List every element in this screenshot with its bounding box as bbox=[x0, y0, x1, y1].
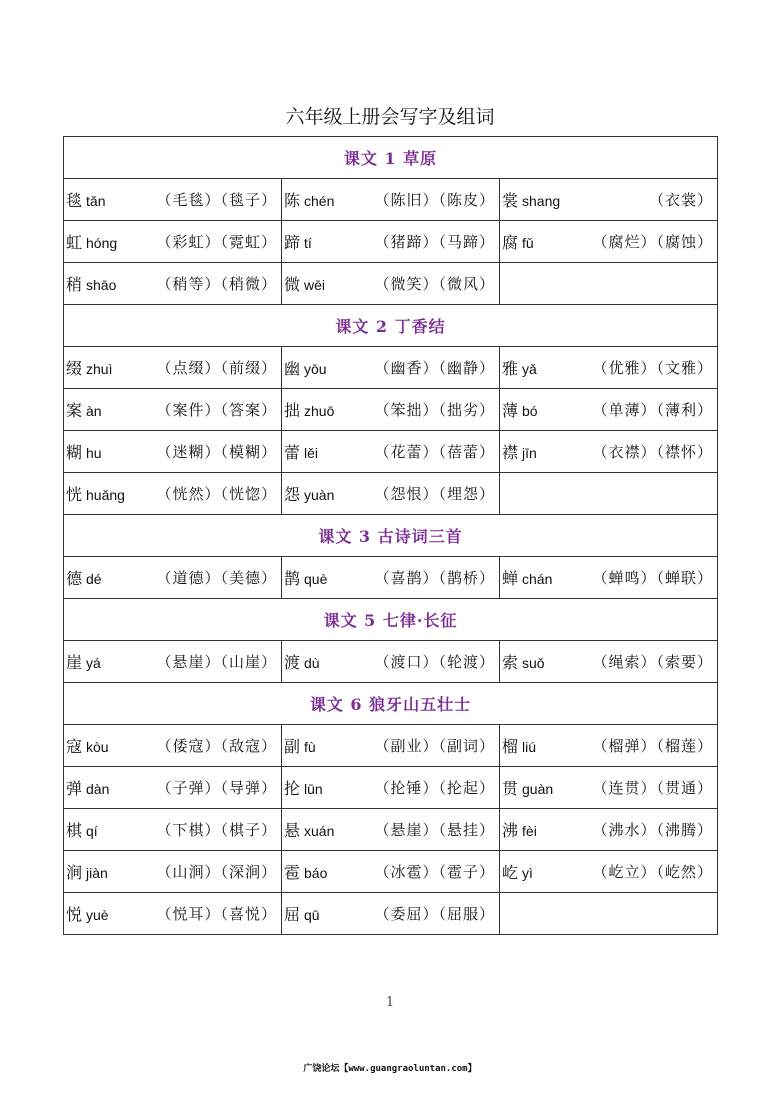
word-cell-content bbox=[282, 557, 499, 598]
word-cell bbox=[282, 767, 500, 809]
word-examples: （猪蹄）（马蹄） bbox=[374, 233, 495, 251]
pinyin: hóng bbox=[86, 235, 118, 251]
word-cell bbox=[500, 389, 718, 431]
pinyin: qū bbox=[304, 907, 320, 923]
word-row bbox=[64, 641, 718, 683]
character: 案 bbox=[66, 401, 83, 420]
word-examples: （子弹）（导弹） bbox=[156, 779, 277, 797]
word-row bbox=[64, 263, 718, 305]
word-cell bbox=[64, 893, 282, 935]
word-examples: （花蕾）（蓓蕾） bbox=[374, 443, 495, 461]
character: 蝉 bbox=[502, 569, 519, 588]
word-row bbox=[64, 851, 718, 893]
character: 陈 bbox=[284, 191, 301, 210]
character-with-pinyin bbox=[284, 188, 334, 211]
word-row bbox=[64, 725, 718, 767]
character-with-pinyin bbox=[284, 356, 327, 379]
word-cell-content bbox=[64, 179, 281, 220]
word-examples: （渡口）（轮渡） bbox=[374, 653, 495, 671]
word-cell-content bbox=[282, 893, 499, 934]
character-with-pinyin bbox=[502, 650, 545, 673]
word-row bbox=[64, 347, 718, 389]
word-cell-content bbox=[282, 263, 499, 304]
character-with-pinyin bbox=[284, 818, 334, 841]
pinyin: yuàn bbox=[304, 487, 335, 503]
character-with-pinyin bbox=[502, 356, 537, 379]
pinyin: huǎng bbox=[86, 487, 125, 503]
word-examples: （抡锤）（抡起） bbox=[374, 779, 495, 797]
word-cell-content bbox=[500, 221, 717, 262]
word-row bbox=[64, 893, 718, 935]
word-cell bbox=[282, 221, 500, 263]
pinyin: yuè bbox=[86, 907, 109, 923]
word-examples: （悬崖）（山崖） bbox=[156, 653, 277, 671]
word-examples: （案件）（答案） bbox=[156, 401, 277, 419]
character: 沸 bbox=[502, 821, 519, 840]
word-cell-content bbox=[64, 893, 281, 934]
word-cell bbox=[64, 557, 282, 599]
word-cell bbox=[500, 179, 718, 221]
character-with-pinyin bbox=[284, 734, 316, 757]
word-examples: （怨恨）（埋怨） bbox=[374, 485, 495, 503]
pinyin: zhuō bbox=[304, 403, 335, 419]
word-examples: （幽香）（幽静） bbox=[374, 359, 495, 377]
character-with-pinyin bbox=[66, 566, 102, 589]
word-cell-content bbox=[282, 473, 499, 514]
character: 寇 bbox=[66, 737, 83, 756]
word-cell bbox=[500, 725, 718, 767]
word-cell bbox=[282, 809, 500, 851]
character-with-pinyin bbox=[502, 734, 536, 757]
word-cell bbox=[282, 473, 500, 515]
word-cell-content bbox=[500, 347, 717, 388]
word-examples: （沸水）（沸腾） bbox=[592, 821, 714, 839]
footer-watermark: 广饶论坛【www.guangraoluntan.com】 bbox=[303, 1064, 477, 1074]
page-title: 六年级上册会写字及组词 bbox=[285, 106, 495, 128]
word-row bbox=[64, 767, 718, 809]
word-cell bbox=[64, 431, 282, 473]
word-cell-content bbox=[500, 641, 717, 682]
pinyin: suǒ bbox=[522, 655, 545, 671]
character-with-pinyin bbox=[502, 566, 552, 589]
word-examples: （微笑）（微风） bbox=[374, 275, 495, 293]
word-cell bbox=[282, 725, 500, 767]
word-cell-content bbox=[500, 767, 717, 808]
word-cell bbox=[64, 725, 282, 767]
word-cell-content bbox=[64, 809, 281, 850]
character: 拙 bbox=[284, 401, 301, 420]
word-cell bbox=[500, 431, 718, 473]
pinyin: dù bbox=[304, 655, 320, 671]
word-cell bbox=[64, 473, 282, 515]
character-with-pinyin bbox=[284, 902, 320, 925]
word-cell-content bbox=[64, 851, 281, 892]
word-cell bbox=[282, 431, 500, 473]
word-cell-content bbox=[282, 725, 499, 766]
character-with-pinyin bbox=[66, 902, 109, 925]
character: 毯 bbox=[66, 191, 83, 210]
word-cell bbox=[64, 809, 282, 851]
word-cell bbox=[282, 389, 500, 431]
word-cell-content bbox=[64, 473, 281, 514]
character: 弹 bbox=[66, 779, 83, 798]
lesson-header-row bbox=[64, 683, 718, 725]
character-with-pinyin bbox=[66, 776, 109, 799]
character-with-pinyin bbox=[66, 650, 101, 673]
word-cell-content bbox=[282, 221, 499, 262]
word-row bbox=[64, 179, 718, 221]
word-cell-content bbox=[500, 389, 717, 430]
word-examples: （道德）（美德） bbox=[156, 569, 277, 587]
pinyin: wēi bbox=[304, 277, 326, 293]
word-examples: （优雅）（文雅） bbox=[592, 359, 714, 377]
pinyin: jiàn bbox=[86, 865, 108, 881]
character-with-pinyin bbox=[502, 860, 533, 883]
character-with-pinyin bbox=[502, 188, 560, 211]
word-row bbox=[64, 473, 718, 515]
word-row bbox=[64, 221, 718, 263]
word-cell bbox=[500, 557, 718, 599]
character: 腐 bbox=[502, 233, 519, 252]
word-cell bbox=[282, 557, 500, 599]
character: 幽 bbox=[284, 359, 301, 378]
pinyin: yǎ bbox=[522, 361, 537, 377]
word-examples: （恍然）（恍惚） bbox=[156, 485, 277, 503]
lesson-heading: 课文 6 狼牙山五壮士 bbox=[64, 683, 718, 725]
lesson-heading: 课文 2 丁香结 bbox=[64, 305, 718, 347]
word-examples: （下棋）（棋子） bbox=[156, 821, 277, 839]
character-with-pinyin bbox=[66, 818, 98, 841]
character-with-pinyin bbox=[66, 398, 102, 421]
pinyin: chén bbox=[304, 193, 335, 209]
character: 棋 bbox=[66, 821, 83, 840]
character: 贯 bbox=[502, 779, 519, 798]
character-with-pinyin bbox=[66, 440, 102, 463]
word-examples: （绳索）（索要） bbox=[592, 653, 714, 671]
pinyin: fù bbox=[304, 739, 316, 755]
word-row bbox=[64, 809, 718, 851]
character-with-pinyin bbox=[66, 230, 117, 253]
word-cell bbox=[64, 851, 282, 893]
word-cell-content bbox=[282, 179, 499, 220]
word-cell bbox=[64, 179, 282, 221]
word-examples: （悦耳）（喜悦） bbox=[156, 905, 277, 923]
pinyin: shāo bbox=[86, 277, 117, 293]
word-examples: （连贯）（贯通） bbox=[592, 779, 714, 797]
character: 悬 bbox=[284, 821, 301, 840]
character: 雅 bbox=[502, 359, 519, 378]
word-cell-content bbox=[64, 557, 281, 598]
pinyin: hu bbox=[86, 445, 102, 461]
word-examples: （衣裳） bbox=[649, 191, 714, 209]
word-cell bbox=[64, 389, 282, 431]
character: 裳 bbox=[502, 191, 519, 210]
word-examples: （单薄）（薄利） bbox=[592, 401, 714, 419]
character-with-pinyin bbox=[66, 860, 108, 883]
character-with-pinyin bbox=[66, 356, 112, 379]
character-with-pinyin bbox=[66, 734, 109, 757]
character-with-pinyin bbox=[66, 482, 125, 505]
character-with-pinyin bbox=[502, 776, 553, 799]
word-row bbox=[64, 389, 718, 431]
word-cell-content bbox=[500, 431, 717, 472]
character: 屈 bbox=[284, 905, 301, 924]
word-examples: （陈旧）（陈皮） bbox=[374, 191, 495, 209]
pinyin: guàn bbox=[522, 781, 554, 797]
word-cell bbox=[282, 641, 500, 683]
word-cell bbox=[500, 641, 718, 683]
character-with-pinyin bbox=[66, 188, 105, 211]
pinyin: lūn bbox=[304, 781, 323, 797]
character-with-pinyin bbox=[284, 230, 312, 253]
lesson-header-row bbox=[64, 599, 718, 641]
word-cell-content bbox=[282, 389, 499, 430]
word-examples: （毛毯）（毯子） bbox=[156, 191, 277, 209]
word-examples: （冰雹）（雹子） bbox=[374, 863, 495, 881]
word-cell-content bbox=[64, 347, 281, 388]
pinyin: què bbox=[304, 571, 328, 587]
word-cell-content bbox=[500, 473, 717, 514]
pinyin: fèi bbox=[522, 823, 537, 839]
pinyin: àn bbox=[86, 403, 102, 419]
word-table bbox=[63, 136, 718, 935]
character-with-pinyin bbox=[502, 398, 538, 421]
character: 涧 bbox=[66, 863, 83, 882]
character: 蹄 bbox=[284, 233, 301, 252]
word-cell-content bbox=[500, 725, 717, 766]
pinyin: yōu bbox=[304, 361, 327, 377]
word-cell bbox=[64, 347, 282, 389]
word-cell-content bbox=[64, 389, 281, 430]
pinyin: yá bbox=[86, 655, 101, 671]
word-cell-content bbox=[282, 347, 499, 388]
word-examples: （副业）（副词） bbox=[374, 737, 495, 755]
word-examples: （稍等）（稍微） bbox=[156, 275, 277, 293]
page-number: 1 bbox=[385, 995, 395, 1010]
word-cell bbox=[64, 767, 282, 809]
word-cell-content bbox=[64, 221, 281, 262]
pinyin: zhuì bbox=[86, 361, 113, 377]
pinyin: bó bbox=[522, 403, 538, 419]
word-examples: （腐烂）（腐蚀） bbox=[592, 233, 714, 251]
lesson-heading: 课文 5 七律·长征 bbox=[64, 599, 718, 641]
character-with-pinyin bbox=[284, 398, 334, 421]
word-cell-content bbox=[282, 431, 499, 472]
word-cell-content bbox=[282, 767, 499, 808]
word-cell bbox=[282, 851, 500, 893]
character: 襟 bbox=[502, 443, 519, 462]
word-cell-content bbox=[500, 893, 717, 934]
word-cell bbox=[64, 641, 282, 683]
word-cell bbox=[64, 221, 282, 263]
word-examples: （迷糊）（模糊） bbox=[156, 443, 277, 461]
character: 副 bbox=[284, 737, 301, 756]
pinyin: xuán bbox=[304, 823, 335, 839]
word-cell-content bbox=[282, 809, 499, 850]
word-examples: （悬崖）（悬挂） bbox=[374, 821, 495, 839]
word-cell bbox=[282, 179, 500, 221]
word-examples: （彩虹）（霓虹） bbox=[156, 233, 277, 251]
character: 缀 bbox=[66, 359, 83, 378]
pinyin: jīn bbox=[522, 445, 537, 461]
word-examples: （喜鹊）（鹊桥） bbox=[374, 569, 495, 587]
pinyin: yì bbox=[522, 865, 533, 881]
word-cell bbox=[500, 347, 718, 389]
lesson-header-row bbox=[64, 305, 718, 347]
character: 薄 bbox=[502, 401, 519, 420]
pinyin: kòu bbox=[86, 739, 109, 755]
word-cell bbox=[282, 347, 500, 389]
word-cell bbox=[500, 851, 718, 893]
character-with-pinyin bbox=[284, 776, 323, 799]
word-examples: （倭寇）（敌寇） bbox=[156, 737, 277, 755]
pinyin: báo bbox=[304, 865, 328, 881]
pinyin: dàn bbox=[86, 781, 110, 797]
word-row bbox=[64, 557, 718, 599]
character-with-pinyin bbox=[284, 650, 320, 673]
word-cell bbox=[282, 263, 500, 305]
word-cell bbox=[500, 263, 718, 305]
pinyin: qí bbox=[86, 823, 98, 839]
character-with-pinyin bbox=[284, 860, 327, 883]
word-cell bbox=[500, 809, 718, 851]
character-with-pinyin bbox=[284, 272, 325, 295]
word-cell-content bbox=[282, 851, 499, 892]
character: 虹 bbox=[66, 233, 83, 252]
character: 渡 bbox=[284, 653, 301, 672]
character: 德 bbox=[66, 569, 83, 588]
lesson-header-row bbox=[64, 515, 718, 557]
word-cell bbox=[500, 473, 718, 515]
word-cell-content bbox=[500, 557, 717, 598]
word-examples: （点缀）（前缀） bbox=[156, 359, 277, 377]
word-cell bbox=[500, 767, 718, 809]
character: 悦 bbox=[66, 905, 83, 924]
word-cell-content bbox=[64, 767, 281, 808]
character-with-pinyin bbox=[284, 482, 334, 505]
character: 恍 bbox=[66, 485, 83, 504]
word-cell bbox=[500, 221, 718, 263]
character: 索 bbox=[502, 653, 519, 672]
word-examples: （蝉鸣）（蝉联） bbox=[592, 569, 714, 587]
word-cell-content bbox=[500, 263, 717, 304]
character: 抡 bbox=[284, 779, 301, 798]
word-table-body bbox=[64, 137, 718, 935]
word-examples: （委屈）（屈服） bbox=[374, 905, 495, 923]
word-examples: （屹立）（屹然） bbox=[592, 863, 714, 881]
lesson-heading: 课文 1 草原 bbox=[64, 137, 718, 179]
pinyin: chán bbox=[522, 571, 553, 587]
character: 糊 bbox=[66, 443, 83, 462]
word-row bbox=[64, 431, 718, 473]
word-examples: （笨拙）（拙劣） bbox=[374, 401, 495, 419]
pinyin: lěi bbox=[304, 445, 319, 461]
character: 雹 bbox=[284, 863, 301, 882]
character: 崖 bbox=[66, 653, 83, 672]
lesson-heading: 课文 3 古诗词三首 bbox=[64, 515, 718, 557]
word-cell-content bbox=[500, 809, 717, 850]
word-cell-content bbox=[500, 179, 717, 220]
word-cell-content bbox=[64, 641, 281, 682]
character: 稍 bbox=[66, 275, 83, 294]
character-with-pinyin bbox=[284, 566, 327, 589]
word-cell bbox=[500, 893, 718, 935]
pinyin: fǔ bbox=[522, 235, 534, 251]
word-cell-content bbox=[64, 431, 281, 472]
pinyin: tí bbox=[304, 235, 312, 251]
character: 屹 bbox=[502, 863, 519, 882]
lesson-header-row bbox=[64, 137, 718, 179]
character: 微 bbox=[284, 275, 301, 294]
word-cell-content bbox=[64, 725, 281, 766]
word-cell bbox=[282, 893, 500, 935]
character: 榴 bbox=[502, 737, 519, 756]
character: 怨 bbox=[284, 485, 301, 504]
word-examples: （榴弹）（榴莲） bbox=[592, 737, 714, 755]
character-with-pinyin bbox=[502, 230, 534, 253]
pinyin: dé bbox=[86, 571, 102, 587]
pinyin: liú bbox=[522, 739, 537, 755]
word-examples: （山涧）（深涧） bbox=[156, 863, 277, 881]
pinyin: tǎn bbox=[86, 193, 106, 209]
character-with-pinyin bbox=[502, 818, 537, 841]
word-examples: （衣襟）（襟怀） bbox=[592, 443, 714, 461]
pinyin: shang bbox=[522, 193, 561, 209]
character-with-pinyin bbox=[66, 272, 116, 295]
character: 蕾 bbox=[284, 443, 301, 462]
word-cell-content bbox=[282, 641, 499, 682]
word-cell-content bbox=[64, 263, 281, 304]
word-cell-content bbox=[500, 851, 717, 892]
word-cell bbox=[64, 263, 282, 305]
character-with-pinyin bbox=[502, 440, 537, 463]
character: 鹊 bbox=[284, 569, 301, 588]
character-with-pinyin bbox=[284, 440, 318, 463]
